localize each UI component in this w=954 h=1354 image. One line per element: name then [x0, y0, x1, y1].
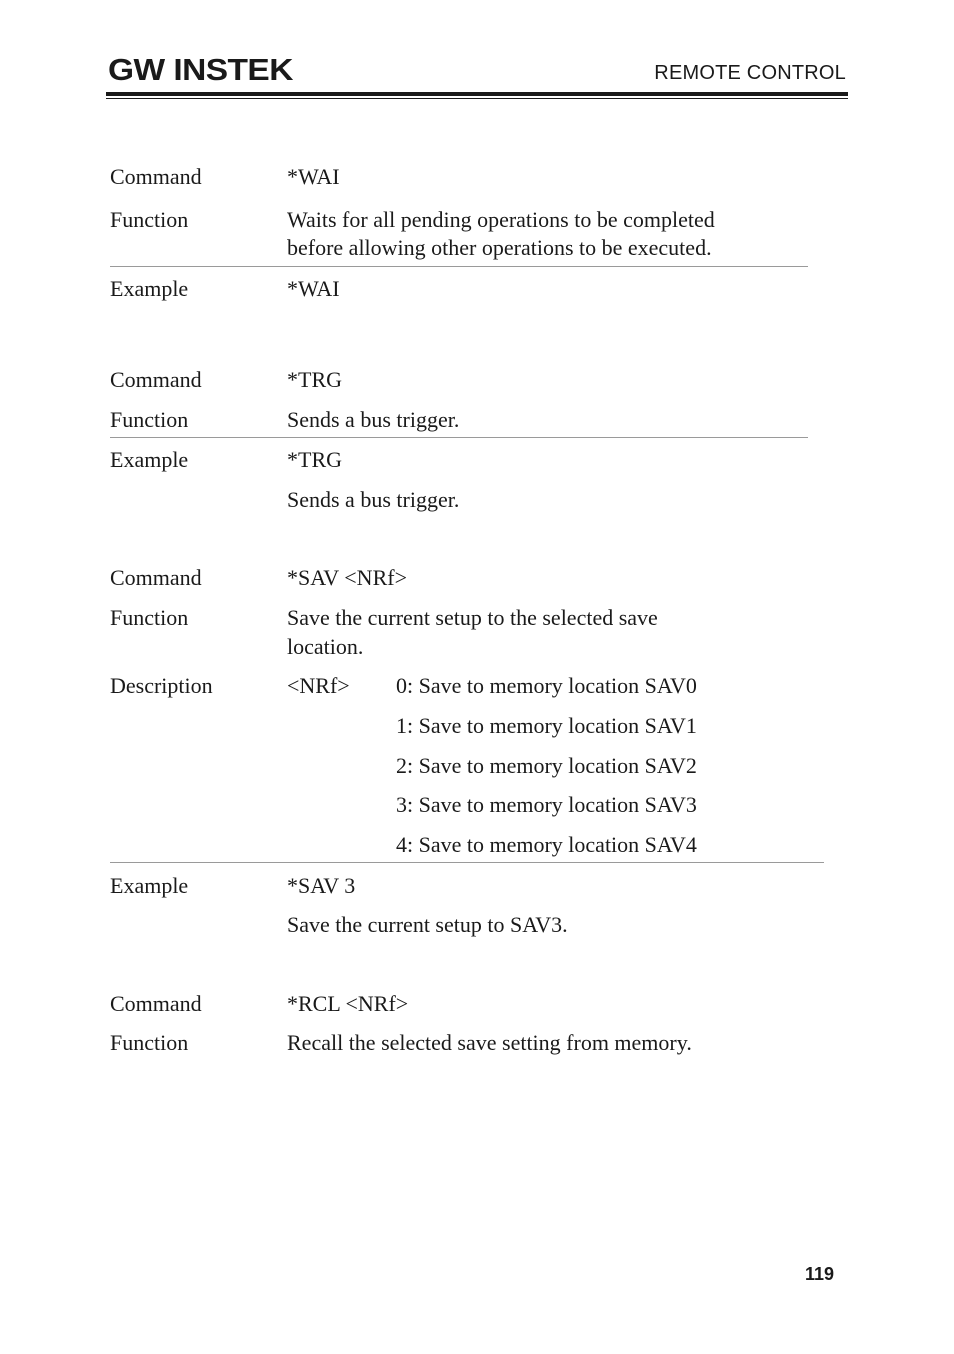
trg-example-label: Example — [110, 447, 189, 472]
trg-example-note: Sends a bus trigger. — [287, 487, 460, 512]
sav-function-label: Function — [110, 605, 189, 630]
wai-example-value: *WAI — [287, 276, 340, 301]
sav-option: 1: Save to memory location SAV1 — [396, 713, 697, 738]
wai-example-label: Example — [110, 276, 189, 301]
rcl-command-value: *RCL <NRf> — [287, 991, 409, 1016]
section-title: REMOTE CONTROL — [654, 62, 846, 84]
wai-function-line1: Waits for all pending operations to be completed — [287, 207, 715, 232]
sav-option: 4: Save to memory location SAV4 — [396, 832, 697, 857]
trg-command-label: Command — [110, 367, 202, 392]
sav-example-note: Save the current setup to SAV3. — [287, 912, 568, 937]
rcl-function-label: Function — [110, 1030, 189, 1055]
wai-divider — [110, 266, 808, 267]
brand-logo: GW INSTEK — [108, 52, 293, 87]
sav-option: 0: Save to memory location SAV0 — [396, 673, 697, 698]
trg-divider — [110, 437, 808, 438]
sav-example-value: *SAV 3 — [287, 873, 356, 898]
sav-example-label: Example — [110, 873, 189, 898]
sav-param: <NRf> — [287, 673, 350, 698]
sav-command-label: Command — [110, 565, 202, 590]
trg-function-value: Sends a bus trigger. — [287, 407, 460, 432]
rcl-command-label: Command — [110, 991, 202, 1016]
sav-function-line1: Save the current setup to the selected save — [287, 605, 658, 630]
sav-option: 2: Save to memory location SAV2 — [396, 753, 697, 778]
sav-command-value: *SAV <NRf> — [287, 565, 407, 590]
wai-command-value: *WAI — [287, 164, 340, 189]
header-rule — [106, 92, 848, 96]
sav-description-label: Description — [110, 673, 213, 698]
sav-option: 3: Save to memory location SAV3 — [396, 792, 697, 817]
trg-example-value: *TRG — [287, 447, 342, 472]
page-number: 119 — [804, 1264, 834, 1284]
trg-function-label: Function — [110, 407, 189, 432]
rcl-function-value: Recall the selected save setting from memory. — [287, 1030, 692, 1055]
sav-divider — [110, 862, 824, 863]
sav-function-line2: location. — [287, 634, 364, 659]
header-rule-thin — [106, 98, 848, 99]
trg-command-value: *TRG — [287, 367, 342, 392]
wai-function-line2: before allowing other operations to be executed. — [287, 235, 712, 260]
wai-function-label: Function — [110, 207, 189, 232]
wai-command-label: Command — [110, 164, 202, 189]
